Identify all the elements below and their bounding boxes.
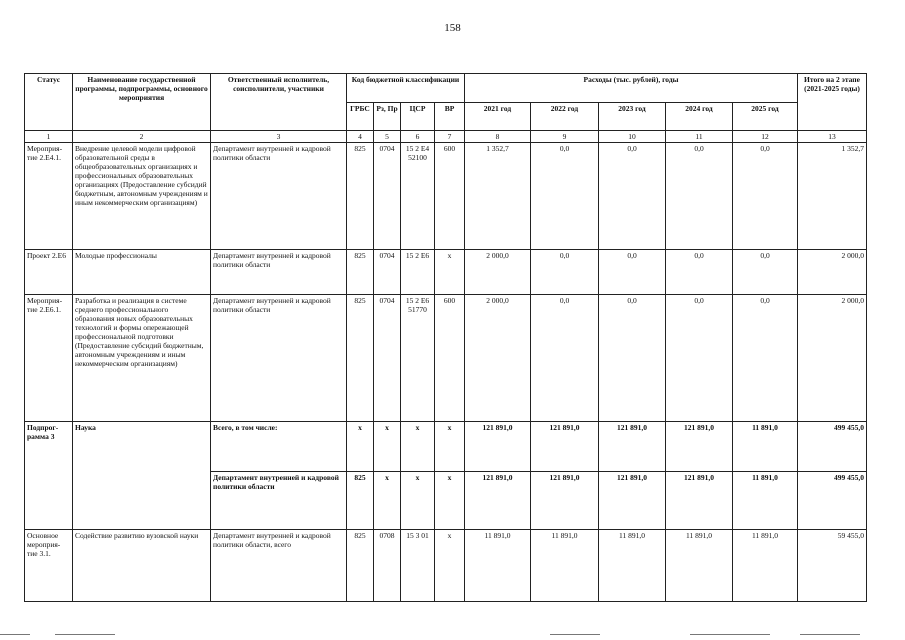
col-num: 6: [401, 131, 435, 143]
row-name: Разработка и реализация в системе среднего профессионального образования новых образовательных технологий и формы опережающей профессиональной подготовки (Предоставление субсидий бюджетным, автономным учреждениям и иным некоммерческим организациям): [73, 295, 211, 422]
row-status: Основное мероприя-тие 3.1.: [25, 530, 73, 602]
col-num: 9: [531, 131, 599, 143]
row-vr: х: [435, 530, 465, 602]
row-vr: 600: [435, 143, 465, 250]
row-total: 1 352,7: [798, 143, 867, 250]
row-2022: 121 891,0: [531, 472, 599, 530]
row-2024: 121 891,0: [666, 422, 733, 472]
row-2023: 0,0: [599, 295, 666, 422]
table-row: [25, 143, 867, 250]
table-row: [25, 250, 867, 295]
row-total: 2 000,0: [798, 295, 867, 422]
row-rzpr: 0708: [374, 530, 401, 602]
row-2021: 11 891,0: [465, 530, 531, 602]
budget-table: [24, 73, 867, 602]
row-2022: 0,0: [531, 143, 599, 250]
row-total: 59 455,0: [798, 530, 867, 602]
row-rzpr: х: [374, 472, 401, 530]
col-num: 4: [347, 131, 374, 143]
row-2021: 121 891,0: [465, 422, 531, 472]
scan-artifact-line: [690, 634, 770, 635]
row-2025: 11 891,0: [733, 422, 798, 472]
row-status: Проект 2.Е6: [25, 250, 73, 295]
table-row: [25, 295, 867, 422]
col-num: 13: [798, 131, 867, 143]
col-num: 2: [73, 131, 211, 143]
header-rzpr: Рз, Пр: [374, 103, 401, 131]
row-vr: х: [435, 472, 465, 530]
row-responsible: Департамент внутренней и кадровой политики области: [211, 143, 347, 250]
row-name: Наука: [73, 422, 211, 530]
row-rzpr: х: [374, 422, 401, 472]
row-2025: 0,0: [733, 250, 798, 295]
row-status: Мероприя-тие 2.Е4.1.: [25, 143, 73, 250]
col-num: 10: [599, 131, 666, 143]
header-2023: 2023 год: [599, 103, 666, 131]
row-total: 499 455,0: [798, 422, 867, 472]
col-num: 11: [666, 131, 733, 143]
header-2021: 2021 год: [465, 103, 531, 131]
row-2021: 121 891,0: [465, 472, 531, 530]
row-csr: х: [401, 472, 435, 530]
row-2023: 0,0: [599, 250, 666, 295]
row-responsible: Департамент внутренней и кадровой политики области: [211, 295, 347, 422]
scan-artifact-line: [550, 634, 600, 635]
row-total: 499 455,0: [798, 472, 867, 530]
table-row: [25, 530, 867, 602]
row-2022: 0,0: [531, 295, 599, 422]
row-responsible: Департамент внутренней и кадровой политики области: [211, 250, 347, 295]
row-responsible: Всего, в том числе:: [211, 422, 347, 472]
header-2022: 2022 год: [531, 103, 599, 131]
row-csr: 15 2 Е6: [401, 250, 435, 295]
header-2025: 2025 год: [733, 103, 798, 131]
row-vr: х: [435, 422, 465, 472]
row-rzpr: 0704: [374, 295, 401, 422]
row-grbs: 825: [347, 295, 374, 422]
row-2021: 2 000,0: [465, 250, 531, 295]
row-grbs: 825: [347, 530, 374, 602]
row-grbs: 825: [347, 472, 374, 530]
header-total: Итого на 2 этапе (2021-2025 годы): [798, 74, 867, 131]
col-num: 3: [211, 131, 347, 143]
header-responsible: Ответственный исполнитель, соисполнители, участники: [211, 74, 347, 131]
header-2024: 2024 год: [666, 103, 733, 131]
row-name: Содействие развитию вузовской науки: [73, 530, 211, 602]
row-grbs: 825: [347, 250, 374, 295]
col-num: 1: [25, 131, 73, 143]
scan-artifact-line: [0, 634, 30, 635]
col-num: 5: [374, 131, 401, 143]
row-2021: 2 000,0: [465, 295, 531, 422]
row-vr: 600: [435, 295, 465, 422]
header-csr: ЦСР: [401, 103, 435, 131]
row-status: Подпрог-рамма 3: [25, 422, 73, 530]
row-csr: х: [401, 422, 435, 472]
row-grbs: х: [347, 422, 374, 472]
row-2025: 0,0: [733, 295, 798, 422]
col-num: 7: [435, 131, 465, 143]
row-2024: 0,0: [666, 143, 733, 250]
row-name: Внедрение целевой модели цифровой образовательной среды в общеобразовательных организациях и профессиональных образовательных организациях (Предоставление субсидий бюджетным, автономным учреждениям и иным некоммерческим организациям): [73, 143, 211, 250]
row-2024: 121 891,0: [666, 472, 733, 530]
row-2023: 11 891,0: [599, 530, 666, 602]
header-grbs: ГРБС: [347, 103, 374, 131]
row-responsible: Департамент внутренней и кадровой политики области, всего: [211, 530, 347, 602]
scan-artifact-line: [800, 634, 860, 635]
table-row: [25, 422, 867, 472]
row-2022: 0,0: [531, 250, 599, 295]
row-2023: 0,0: [599, 143, 666, 250]
page-number: 158: [444, 22, 461, 34]
scan-edge: [0, 626, 905, 640]
column-number-row: [25, 131, 867, 143]
header-program: Наименование государственной программы, подпрограммы, основного мероприятия: [73, 74, 211, 131]
row-2025: 11 891,0: [733, 530, 798, 602]
row-2024: 0,0: [666, 295, 733, 422]
row-2023: 121 891,0: [599, 422, 666, 472]
row-rzpr: 0704: [374, 143, 401, 250]
header-vr: ВР: [435, 103, 465, 131]
header-row-1: [25, 74, 867, 103]
col-num: 12: [733, 131, 798, 143]
scan-artifact-line: [55, 634, 115, 635]
row-2022: 121 891,0: [531, 422, 599, 472]
row-grbs: 825: [347, 143, 374, 250]
header-expenses: Расходы (тыс. рублей), годы: [465, 74, 798, 103]
header-budget-code: Код бюджетной классификации: [347, 74, 465, 103]
row-vr: х: [435, 250, 465, 295]
row-2025: 11 891,0: [733, 472, 798, 530]
row-csr: 15 2 Е6 51770: [401, 295, 435, 422]
row-2022: 11 891,0: [531, 530, 599, 602]
row-total: 2 000,0: [798, 250, 867, 295]
row-2021: 1 352,7: [465, 143, 531, 250]
col-num: 8: [465, 131, 531, 143]
row-status: Мероприя-тие 2.Е6.1.: [25, 295, 73, 422]
row-2024: 0,0: [666, 250, 733, 295]
header-status: Статус: [25, 74, 73, 131]
row-2023: 121 891,0: [599, 472, 666, 530]
row-rzpr: 0704: [374, 250, 401, 295]
row-csr: 15 3 01: [401, 530, 435, 602]
row-2024: 11 891,0: [666, 530, 733, 602]
row-name: Молодые профессионалы: [73, 250, 211, 295]
row-csr: 15 2 Е4 52100: [401, 143, 435, 250]
row-2025: 0,0: [733, 143, 798, 250]
row-responsible: Департамент внутренней и кадровой политики области: [211, 472, 347, 530]
